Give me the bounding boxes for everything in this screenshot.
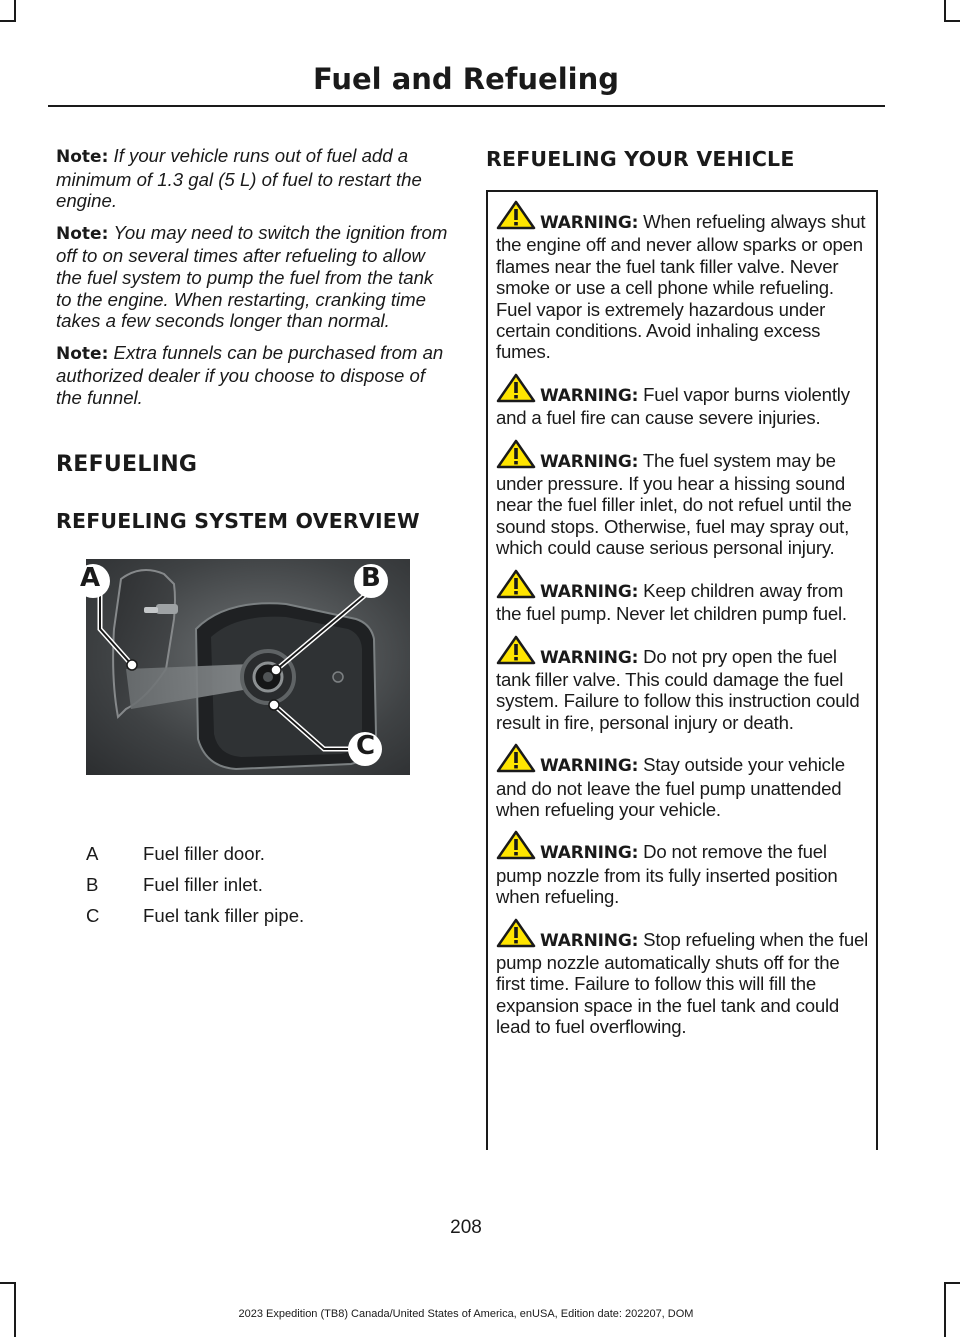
warning-text: The fuel system may be under pressure. If you hear a hissing sound near the fuel filler inlet, do not refuel until the sound stops. Otherwise, fuel may spray out, which could cause serious personal injury. bbox=[496, 449, 852, 559]
page-title: Fuel and Refueling bbox=[312, 62, 620, 96]
legend-key: B bbox=[86, 874, 99, 895]
legend-row bbox=[86, 843, 426, 874]
crop-mark bbox=[944, 1282, 946, 1337]
page-number: 208 bbox=[450, 1217, 482, 1238]
section-heading-refueling: REFUELING bbox=[56, 452, 198, 477]
crop-mark bbox=[944, 0, 946, 21]
warning-label: WARNING: bbox=[540, 756, 639, 777]
note bbox=[56, 222, 448, 332]
header-divider bbox=[48, 105, 885, 107]
warning bbox=[496, 373, 870, 429]
warning-text: Stay outside your vehicle and do not leave the fuel pump unattended when refueling your vehicle. bbox=[496, 754, 845, 820]
warning bbox=[496, 200, 870, 363]
warning bbox=[496, 743, 870, 820]
warning bbox=[496, 830, 870, 907]
note bbox=[56, 145, 448, 212]
warning-text: Keep children away from the fuel pump. Never let children pump fuel. bbox=[496, 579, 847, 625]
warning bbox=[496, 439, 870, 559]
warning-label: WARNING: bbox=[540, 930, 639, 951]
warning-label: WARNING: bbox=[540, 581, 639, 602]
callout-label-c: C bbox=[356, 731, 376, 761]
callout-label-a: A bbox=[80, 563, 101, 593]
legend-text: Fuel filler inlet. bbox=[143, 874, 263, 895]
warning-triangle-icon bbox=[496, 439, 536, 469]
note-label: Note: bbox=[56, 147, 109, 167]
warning-triangle-icon bbox=[496, 635, 536, 665]
warning-label: WARNING: bbox=[540, 843, 639, 864]
warning-label: WARNING: bbox=[540, 451, 639, 472]
note-text: You may need to switch the ignition from off to on several times after refueling to allow the fuel system to pump the fuel from the tank to the engine. When restarting, cranking time takes a few seconds longer than normal. bbox=[56, 221, 448, 332]
legend-text: Fuel tank filler pipe. bbox=[143, 905, 305, 926]
section-heading-refueling-vehicle: REFUELING YOUR VEHICLE bbox=[486, 147, 795, 171]
figure-legend bbox=[86, 843, 426, 936]
crop-mark bbox=[0, 20, 16, 22]
warning-label: WARNING: bbox=[540, 213, 639, 233]
note-text: If your vehicle runs out of fuel add a minimum of 1.3 gal (5 L) of fuel to restart the engine. bbox=[56, 145, 422, 212]
warning-label: WARNING: bbox=[540, 385, 639, 406]
note-text: Extra funnels can be purchased from an authorized dealer if you choose to dispose of the funnel. bbox=[56, 341, 444, 408]
crop-mark bbox=[0, 1282, 16, 1284]
warning bbox=[496, 569, 870, 625]
warning-triangle-icon bbox=[496, 569, 536, 599]
warning-triangle-icon bbox=[496, 830, 536, 860]
legend-row bbox=[86, 874, 426, 905]
warning-text: Fuel vapor burns violently and a fuel fire can cause severe injuries. bbox=[496, 383, 850, 429]
warning-triangle-icon bbox=[496, 743, 536, 773]
crop-mark bbox=[14, 0, 16, 21]
crop-mark bbox=[944, 1282, 960, 1284]
note-label: Note: bbox=[56, 343, 109, 364]
warning bbox=[496, 918, 870, 1038]
footer-edition-info: 2023 Expedition (TB8) Canada/United States of America, enUSA, Edition date: 202207, DOM bbox=[238, 1308, 694, 1320]
legend-text: Fuel filler door. bbox=[143, 843, 265, 864]
subsection-heading-overview: REFUELING SYSTEM OVERVIEW bbox=[56, 509, 420, 533]
warning-label: WARNING: bbox=[540, 647, 639, 668]
warning-triangle-icon bbox=[496, 200, 536, 230]
legend-key: C bbox=[86, 905, 100, 926]
crop-mark bbox=[14, 1282, 16, 1337]
warning-text: Do not remove the fuel pump nozzle from its fully inserted position when refueling. bbox=[496, 841, 838, 908]
note bbox=[56, 342, 448, 409]
warning-triangle-icon bbox=[496, 918, 536, 948]
fuel-filler-illustration bbox=[80, 559, 410, 775]
legend-row bbox=[86, 905, 426, 936]
note-label: Note: bbox=[56, 223, 109, 244]
warning-text: Stop refueling when the fuel pump nozzle automatically shuts off for the first time. Failure to follow this will fill the expansion space in the fuel tank and could lead to fuel overflowing. bbox=[496, 928, 869, 1038]
warning-triangle-icon bbox=[496, 373, 536, 403]
crop-mark bbox=[944, 20, 960, 22]
legend-key: A bbox=[86, 843, 99, 864]
warning bbox=[496, 635, 870, 734]
notes-section bbox=[56, 145, 448, 419]
warning-text: When refueling always shut the engine off and never allow sparks or open flames near the fuel tank filler valve. Never smoke or use a cell phone while refueling. Fuel vapor is extremely hazardous under certain conditions. Avoid inhaling excess fumes. bbox=[496, 211, 866, 363]
callout-label-b: B bbox=[361, 563, 381, 593]
warnings-list bbox=[496, 200, 870, 1048]
warning-text: Do not pry open the fuel tank filler valve. This could damage the fuel system. Failure to follow this instruction could result in fire, personal injury or death. bbox=[496, 645, 860, 733]
